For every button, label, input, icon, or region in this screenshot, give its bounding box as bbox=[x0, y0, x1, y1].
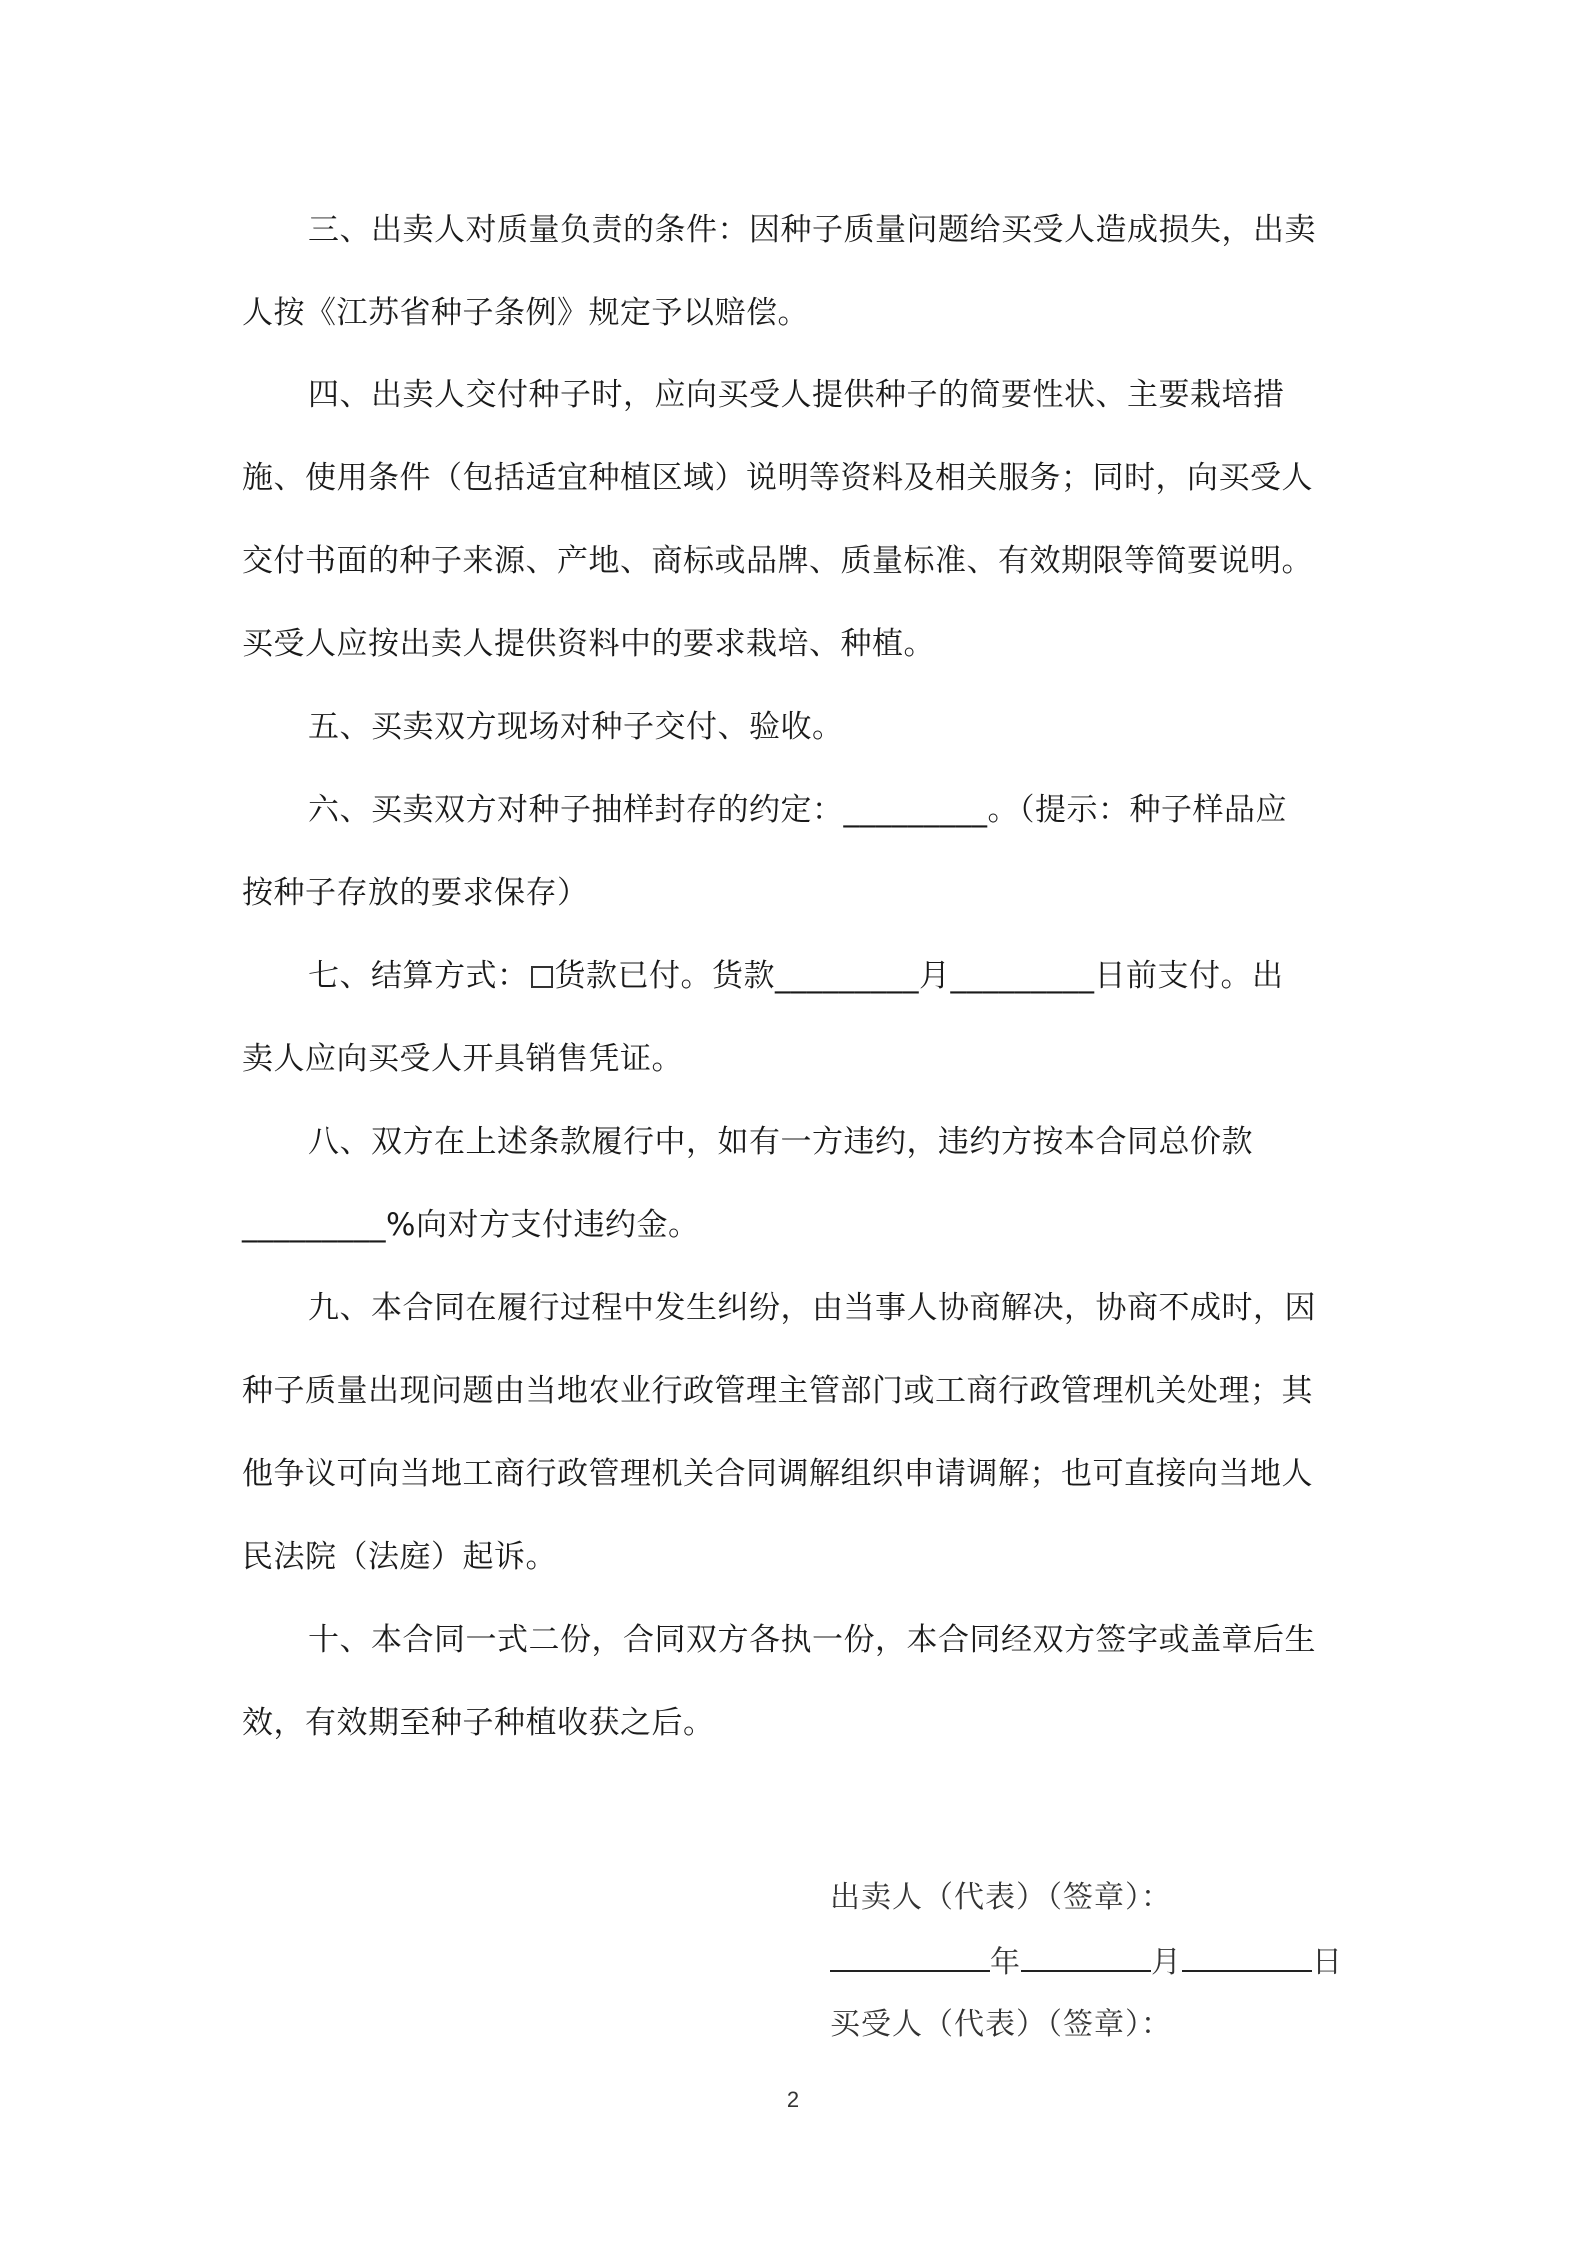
day-label: 日 bbox=[1312, 1945, 1343, 1980]
clause-7-text: 货款已付。货款_________月_________日前支付。出 bbox=[554, 958, 1284, 994]
checkbox-icon[interactable] bbox=[531, 966, 553, 988]
clause-4-line-4: 买受人应按出卖人提供资料中的要求栽培、种植。 bbox=[242, 626, 935, 662]
clause-5-line-1: 五、买卖双方现场对种子交付、验收。 bbox=[308, 709, 844, 745]
clause-4-line-3: 交付书面的种子来源、产地、商标或品牌、质量标准、有效期限等简要说明。 bbox=[242, 543, 1313, 579]
day-blank[interactable] bbox=[1182, 1942, 1312, 1972]
buyer-signature-label: 买受人（代表）（签章）： bbox=[830, 2007, 1172, 2042]
clause-6-line-1: 六、买卖双方对种子抽样封存的约定：_________。（提示：种子样品应 bbox=[308, 792, 1287, 828]
clause-3-line-1: 三、出卖人对质量负责的条件：因种子质量问题给买受人造成损失，出卖 bbox=[308, 212, 1316, 248]
clause-7-line-2: 卖人应向买受人开具销售凭证。 bbox=[242, 1041, 683, 1077]
clause-9-line-4: 民法院（法庭）起诉。 bbox=[242, 1539, 557, 1575]
year-label: 年 bbox=[990, 1945, 1021, 1980]
clause-4-line-1: 四、出卖人交付种子时，应向买受人提供种子的简要性状、主要栽培措 bbox=[308, 377, 1285, 413]
month-label: 月 bbox=[1151, 1945, 1182, 1980]
clause-4-line-2: 施、使用条件（包括适宜种植区域）说明等资料及相关服务；同时，向买受人 bbox=[242, 460, 1313, 496]
clause-10-line-1: 十、本合同一式二份，合同双方各执一份，本合同经双方签字或盖章后生 bbox=[308, 1622, 1316, 1658]
clause-8-line-1: 八、双方在上述条款履行中，如有一方违约，违约方按本合同总价款 bbox=[308, 1124, 1253, 1160]
seller-signature-label: 出卖人（代表）（签章）： bbox=[830, 1880, 1172, 1915]
clause-6-line-2: 按种子存放的要求保存） bbox=[242, 875, 589, 911]
signature-date-line bbox=[830, 1942, 1343, 1983]
clause-7-line-1 bbox=[308, 956, 1408, 996]
page-number: 2 bbox=[786, 2087, 800, 2112]
clause-10-line-2: 效，有效期至种子种植收获之后。 bbox=[242, 1705, 715, 1741]
clause-9-line-1: 九、本合同在履行过程中发生纠纷，由当事人协商解决，协商不成时，因 bbox=[308, 1290, 1316, 1326]
month-blank[interactable] bbox=[1021, 1942, 1151, 1972]
clause-9-line-3: 他争议可向当地工商行政管理机关合同调解组织申请调解；也可直接向当地人 bbox=[242, 1456, 1313, 1492]
clause-3-line-2: 人按《江苏省种子条例》规定予以赔偿。 bbox=[242, 295, 809, 331]
year-blank[interactable] bbox=[830, 1942, 990, 1972]
clause-9-line-2: 种子质量出现问题由当地农业行政管理主管部门或工商行政管理机关处理；其 bbox=[242, 1373, 1313, 1409]
clause-8-line-2: _________%向对方支付违约金。 bbox=[242, 1207, 700, 1243]
clause-7-label: 七、结算方式： bbox=[308, 958, 529, 994]
